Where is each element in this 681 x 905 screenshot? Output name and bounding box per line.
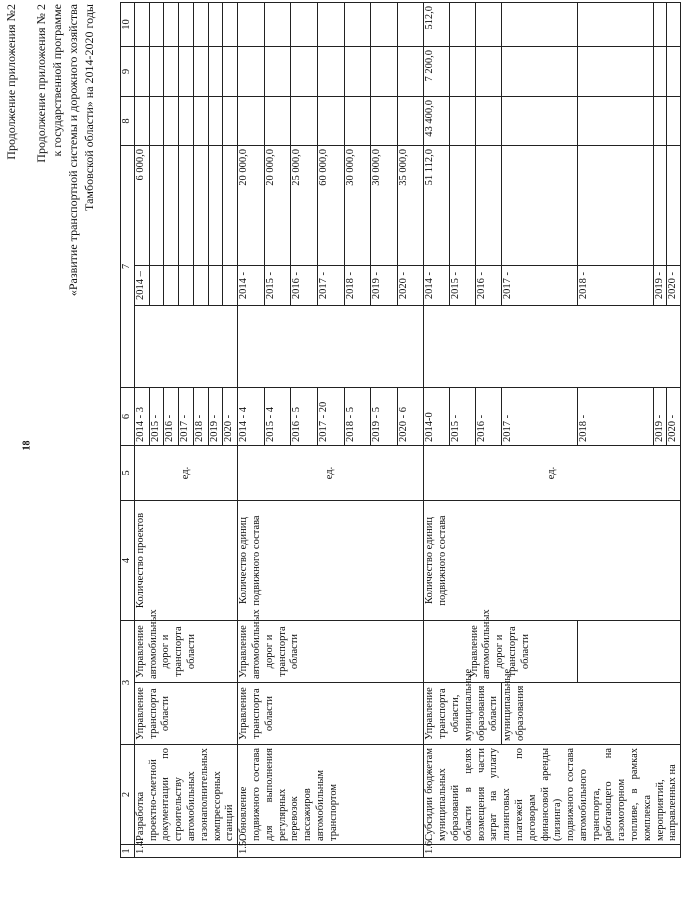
col-head-6: 6 (121, 388, 135, 446)
header-line-4: «Развитие транспортной системы и дорожного хозяйства (66, 4, 80, 297)
plan-value: 2020 - 6 (397, 388, 424, 446)
fin-year: 2016 - (476, 266, 502, 306)
executor-1: Управление транспорта области (134, 683, 237, 745)
fin-year: 2015 - (450, 266, 476, 306)
executor-2: Управление автомобильных дорог и транспорта области (424, 621, 578, 683)
table-row (238, 2, 265, 857)
measure-name: Обновление подвижного состава для выполнения регулярных перевозок пассажиров автомобильным транспортом (238, 745, 424, 845)
plan-value: 2015 - 4 (264, 388, 291, 446)
col-head-9: 9 (121, 46, 135, 96)
plan-value: 2014-0 (424, 388, 450, 446)
plan-value: 2019 - 5 (371, 388, 398, 446)
fin-year: 2018 - (577, 266, 653, 306)
fin-total: 51 112,0 (424, 145, 450, 265)
col-head-1: 1 (121, 845, 135, 858)
row-number: 1.5. (238, 845, 424, 858)
executor-2: Управление автомобильных дорог и транспорта области (134, 621, 237, 683)
spacer-cell (134, 306, 237, 388)
header-line-1: Продолжение приложения №2 (4, 4, 18, 160)
col-head-8: 8 (121, 96, 135, 145)
plan-value: 2018 - 5 (344, 388, 371, 446)
header-line-5: Тамбовской области» на 2014-2020 годы (82, 4, 96, 211)
plan-value: 2018 - (193, 388, 208, 446)
unit: ед. (238, 446, 424, 501)
plan-value: 2016 - (164, 388, 179, 446)
plan-value: 2020 - (667, 388, 681, 446)
cell-9 (134, 46, 149, 96)
plan-value: 2016 - 5 (291, 388, 318, 446)
table-row (424, 2, 450, 857)
unit: ед. (424, 446, 681, 501)
fin-total: 60 000,0 (317, 145, 344, 265)
indicator: Количество проектов (134, 501, 237, 621)
indicator: Количество единиц подвижного состава (238, 501, 424, 621)
plan-value: 2019 - (208, 388, 223, 446)
indicator: Количество единиц подвижного состава (424, 501, 681, 621)
plan-value: 2014 - 4 (238, 388, 265, 446)
col-head-5: 5 (121, 446, 135, 501)
fin-year: 2017 - (502, 266, 578, 306)
table-row (502, 2, 578, 857)
fin-year: 2019 - (371, 266, 398, 306)
row-number: 1.6. (424, 845, 681, 858)
fin-year: 2019 - (653, 266, 667, 306)
col-head-7: 7 (121, 145, 135, 387)
plan-value: 2015 - (149, 388, 164, 446)
column-number-row (121, 2, 135, 857)
fin-year: 2014 - (424, 266, 450, 306)
fin-year: 2015 - (264, 266, 291, 306)
executor-1: Управление транспорта области (238, 683, 424, 745)
cell-8: 43 400,0 (424, 96, 450, 145)
plan-value: 2017 - (502, 388, 578, 446)
fin-year: 2020 - (667, 266, 681, 306)
fin-total: 30 000,0 (344, 145, 371, 265)
plan-value: 2019 - (653, 388, 667, 446)
header-line-3: к государственной программе (50, 4, 64, 157)
executor-2: Управление автомобильных дорог и транспорта области (238, 621, 424, 683)
col-head-10: 10 (121, 2, 135, 46)
plan-value: 2017 - (179, 388, 194, 446)
plan-value: 2020 - (223, 388, 238, 446)
measure-name: Субсидии бюджетам муниципальных образований области в целях возмещения части затрат на уплату лизинговых платежей по договорам финансовой аренды (лизинга) подвижного состава автомобильного транспорта, работающего на газомоторном топливе, в рамках комплекса мероприятий, направленных на (424, 745, 681, 845)
plan-value: 2015 - (450, 388, 476, 446)
fin-year: 2014 - (238, 266, 265, 306)
fin-year: 2020 - (397, 266, 424, 306)
plan-value: 2018 - (577, 388, 653, 446)
fin-year: 2016 - (291, 266, 318, 306)
cell-10 (134, 2, 149, 46)
plan-value: 2016 - (476, 388, 502, 446)
fin-year: 2018 - (344, 266, 371, 306)
page-number: 18 (21, 440, 33, 451)
header-line-2: Продолжение приложения № 2 (34, 4, 48, 163)
fin-year: 2014 – (134, 266, 149, 306)
col-head-4: 4 (121, 501, 135, 621)
table-row (134, 2, 149, 857)
unit: ед. (134, 446, 237, 501)
spacer-cell (424, 306, 681, 388)
col-head-3: 3 (121, 621, 135, 745)
cell-9: 7 200,0 (424, 46, 450, 96)
executor-3: муниципальные образования (502, 683, 681, 745)
plan-value: 2014 - 3 (134, 388, 149, 446)
spacer-cell (238, 306, 424, 388)
measure-name: Разработка проектно-сметной документации по строительству автомобильных газонаполнительных компрессорных станций (134, 745, 237, 845)
fin-total: 30 000,0 (371, 145, 398, 265)
fin-total: 6 000,0 (134, 145, 149, 265)
fin-year: 2017 - (317, 266, 344, 306)
fin-total: 20 000,0 (238, 145, 265, 265)
col-head-2: 2 (121, 745, 135, 845)
plan-value: 2017 - 20 (317, 388, 344, 446)
fin-total: 20 000,0 (264, 145, 291, 265)
fin-total: 35 000,0 (397, 145, 424, 265)
cell-8 (134, 96, 149, 145)
fin-total: 25 000,0 (291, 145, 318, 265)
empty-cell (577, 621, 680, 683)
cell-10: 512,0 (424, 2, 450, 46)
row-number: 1.4. (134, 845, 237, 858)
executor-1: Управление транспорта области, муниципальные образования области (424, 683, 502, 745)
program-table (120, 2, 681, 858)
